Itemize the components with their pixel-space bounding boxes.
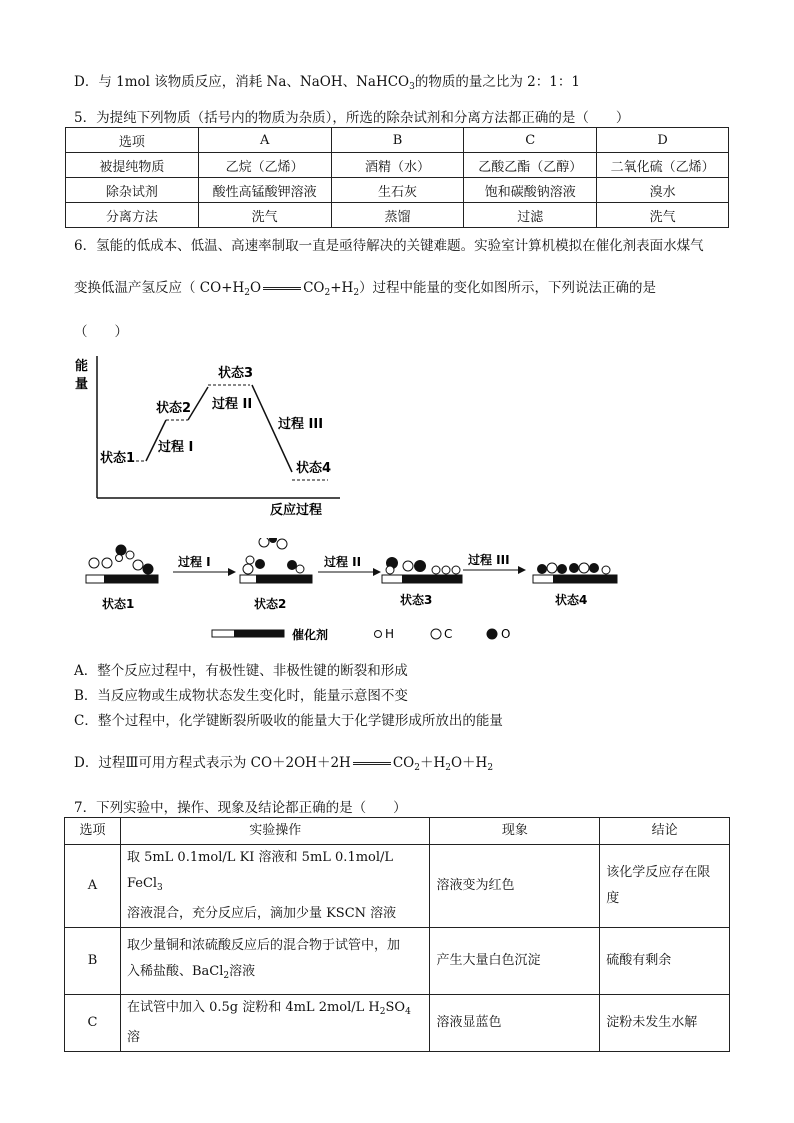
table-cell: A bbox=[65, 845, 121, 928]
table-cell: 在试管中加入 0.5g 淀粉和 4mL 2mol/L $H_2SO_4$溶 bbox=[120, 995, 430, 1052]
table-cell: 生石灰 bbox=[331, 178, 464, 203]
table-header: C bbox=[464, 128, 597, 153]
table-cell: B bbox=[65, 928, 121, 995]
table-cell: 乙烷（乙烯） bbox=[198, 153, 331, 178]
legend-c-icon bbox=[431, 629, 441, 639]
table-header: 现象 bbox=[430, 818, 600, 845]
x-label: 反应过程 bbox=[270, 503, 323, 518]
table-header: 选项 bbox=[66, 128, 199, 153]
table-cell: 分离方法 bbox=[66, 203, 199, 228]
q5-stem: 5．为提纯下列物质（括号内的物质为杂质），所选的除杂试剂和分离方法都正确的是（ ） bbox=[74, 110, 630, 126]
y-label-2: 量 bbox=[75, 377, 89, 392]
legend-o-label: O bbox=[501, 627, 511, 641]
state-3-caption: 状态3 bbox=[400, 593, 433, 607]
table-cell: 取 5mL 0.1mol/L KI 溶液和 5mL 0.1mol/L FeCl$_3$ 溶液混合，充分反应后，滴加少量 KSCN 溶液 bbox=[120, 845, 430, 928]
q7-stem: 7．下列实验中，操作、现象及结论都正确的是（ ） bbox=[74, 800, 407, 816]
process-1-label: 过程 I bbox=[158, 440, 194, 455]
table-cell: 洗气 bbox=[597, 203, 729, 228]
q6-option-d: D．过程Ⅲ可用方程式表示为 CO＋2OH＋2H $CO_2+H_2O+H_2$ bbox=[74, 755, 494, 773]
table-cell: C bbox=[65, 995, 121, 1052]
table-header: D bbox=[597, 128, 729, 153]
state-1-label: 状态1 bbox=[100, 451, 136, 466]
table-cell: 硫酸有剩余 bbox=[600, 928, 730, 995]
state-2-caption: 状态2 bbox=[254, 597, 287, 611]
legend-c-label: C bbox=[444, 627, 453, 641]
table-cell: 过滤 bbox=[464, 203, 597, 228]
table-cell: 取少量铜和浓硫酸反应后的混合物于试管中，加 入稀盐酸、BaCl$_2$溶液 bbox=[120, 928, 430, 995]
arrow-3-label: 过程 III bbox=[468, 553, 510, 567]
table-cell: 溴水 bbox=[597, 178, 729, 203]
q6-option-b: B．当反应物或生成物状态发生变化时，能量示意图不变 bbox=[74, 688, 408, 704]
table-header: 选项 bbox=[65, 818, 121, 845]
arrow-2-label: 过程 II bbox=[324, 555, 362, 569]
table-cell: 产生大量白色沉淀 bbox=[430, 928, 600, 995]
q6-option-a: A．整个反应过程中，有极性键、非极性键的断裂和形成 bbox=[74, 663, 408, 679]
table-row bbox=[65, 845, 730, 928]
table-cell: 二氧化硫（乙烯） bbox=[597, 153, 729, 178]
state-4-caption: 状态4 bbox=[555, 593, 588, 607]
state-3-label: 状态3 bbox=[218, 366, 254, 381]
q6-answer-blank: （ ） bbox=[74, 324, 128, 340]
table-header-row bbox=[65, 818, 730, 845]
table-cell: 该化学反应存在限 度 bbox=[600, 845, 730, 928]
legend-catalyst-label: 催化剂 bbox=[292, 628, 329, 642]
table-header: B bbox=[331, 128, 464, 153]
table-cell: 被提纯物质 bbox=[66, 153, 199, 178]
table-cell: 酒精（水） bbox=[331, 153, 464, 178]
q6-stem-line1: 6．氢能的低成本、低温、高速率制取一直是亟待解决的关键难题。实验室计算机模拟在催化剂表面水煤气 bbox=[74, 238, 704, 254]
table-cell: 洗气 bbox=[198, 203, 331, 228]
legend-h-icon bbox=[375, 631, 382, 638]
state-2-label: 状态2 bbox=[156, 401, 192, 416]
table-cell: 蒸馏 bbox=[331, 203, 464, 228]
q6-option-c: C．整个过程中，化学键断裂所吸收的能量大于化学键形成所放出的能量 bbox=[74, 713, 503, 729]
table-header: A bbox=[198, 128, 331, 153]
state-4-label: 状态4 bbox=[296, 461, 332, 476]
table-row bbox=[65, 995, 730, 1052]
energy-diagram bbox=[70, 350, 350, 525]
table-cell: 除杂试剂 bbox=[66, 178, 199, 203]
q5-table bbox=[65, 127, 729, 228]
table-row bbox=[66, 203, 729, 228]
table-header: 结论 bbox=[600, 818, 730, 845]
q4-option-d: D．与 1mol 该物质反应，消耗 Na、NaOH、NaHCO$_3$的物质的量之比为 2：1：1 bbox=[74, 74, 580, 92]
legend-h-label: H bbox=[385, 627, 395, 641]
table-cell: 溶液变为红色 bbox=[430, 845, 600, 928]
state-1-caption: 状态1 bbox=[102, 597, 135, 611]
table-cell: 酸性高锰酸钾溶液 bbox=[198, 178, 331, 203]
y-label-1: 能 bbox=[75, 359, 89, 374]
table-cell: 饱和碳酸钠溶液 bbox=[464, 178, 597, 203]
table-row bbox=[65, 928, 730, 995]
table-cell: 溶液显蓝色 bbox=[430, 995, 600, 1052]
table-header: 实验操作 bbox=[120, 818, 430, 845]
table-row bbox=[66, 153, 729, 178]
process-3-label: 过程 III bbox=[278, 417, 324, 432]
q6-stem-line2: 变换低温产氢反应（ $CO+H_2O$ $CO_2+H_2$）过程中能量的变化如图所示，下列说法正确的是 bbox=[74, 280, 657, 298]
q7-table bbox=[64, 817, 730, 1052]
legend-o-icon bbox=[487, 629, 498, 640]
table-cell: 淀粉未发生水解 bbox=[600, 995, 730, 1052]
table-cell: 乙酸乙酯（乙醇） bbox=[464, 153, 597, 178]
table-row bbox=[66, 178, 729, 203]
table-header-row bbox=[66, 128, 729, 153]
molecular-process-diagram bbox=[78, 538, 638, 648]
process-2-label: 过程 II bbox=[212, 397, 253, 412]
arrow-1-label: 过程 I bbox=[178, 555, 211, 569]
